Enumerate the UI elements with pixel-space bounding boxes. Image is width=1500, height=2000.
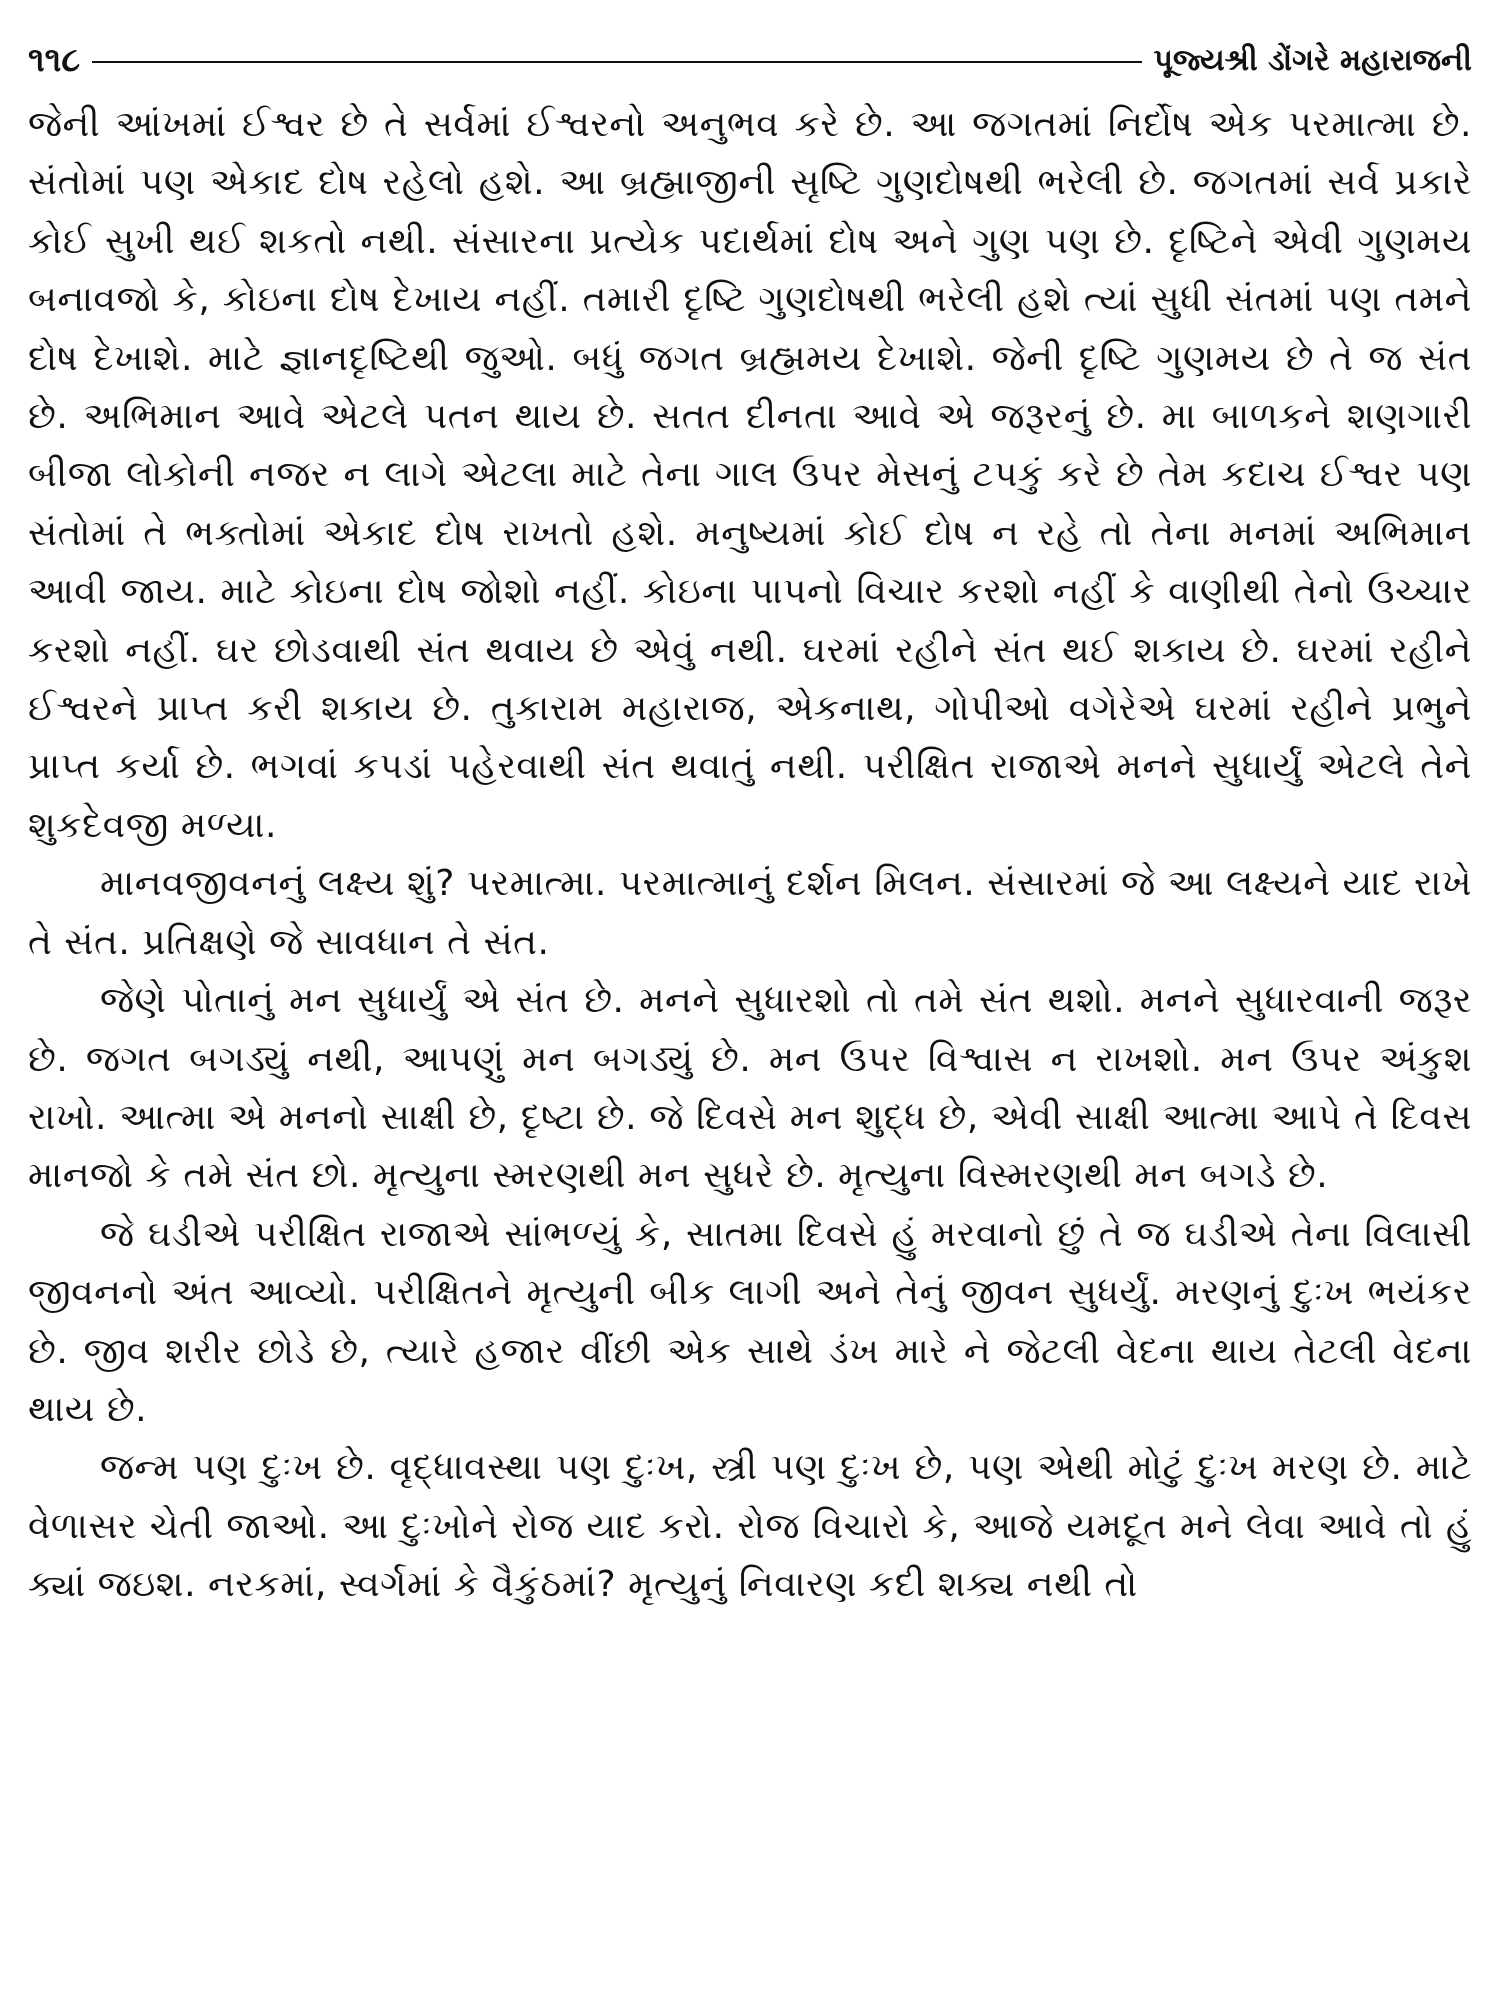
- paragraph-1: જેની આંખમાં ઈશ્વર છે તે સર્વમાં ઈશ્વરનો અનુભવ કરે છે. આ જગતમાં નિર્દોષ એક પરમાત્મા છે. સંતોમાં પણ એકાદ દોષ રહેલો હશે. આ બ્રહ્માજીની સૃષ્ટિ ગુણદોષથી ભરેલી છે. જગતમાં સર્વ પ્રકારે કોઈ સુખી થઈ શકતો નથી. સંસારના પ્રત્યેક પદાર્થમાં દોષ અને ગુણ પણ છે. દૃષ્ટિને એવી ગુણમય બનાવજો કે, કોઇના દોષ દેખાય નહીં. તમારી દૃષ્ટિ ગુણદોષથી ભરેલી હશે ત્યાં સુધી સંતમાં પણ તમને દોષ દેખાશે. માટે જ્ઞાનદૃષ્ટિથી જુઓ. બધું જગત બ્રહ્મમય દેખાશે. જેની દૃષ્ટિ ગુણમય છે તે જ સંત છે. અભિમાન આવે એટલે પતન થાય છે. સતત દીનતા આવે એ જરૂરનું છે. મા બાળકને શણગારી બીજા લોકોની નજર ન લાગે એટલા માટે તેના ગાલ ઉપર મેસનું ટપકું કરે છે તેમ કદાચ ઈશ્વર પણ સંતોમાં તે ભક્તોમાં એકાદ દોષ રાખતો હશે. મનુષ્યમાં કોઈ દોષ ન રહે તો તેના મનમાં અભિમાન આવી જાય. માટે કોઇના દોષ જોશો નહીં. કોઇના પાપનો વિચાર કરશો નહીં કે વાણીથી તેનો ઉચ્ચાર કરશો નહીં. ઘર છોડવાથી સંત થવાય છે એવું નથી. ઘરમાં રહીને સંત થઈ શકાય છે. ઘરમાં રહીને ઈશ્વરને પ્રાપ્ત કરી શકાય છે. તુકારામ મહારાજ, એકનાથ, ગોપીઓ વગેરેએ ઘરમાં રહીને પ્રભુને પ્રાપ્ત કર્યા છે. ભગવાં કપડાં પહેરવાથી સંત થવાતું નથી. પરીક્ષિત રાજાએ મનને સુધાર્યું એટલે તેને શુકદેવજી મળ્યા.: [28, 104, 1472, 846]
- page-number: ૧૧૮: [28, 40, 81, 80]
- running-header: [28, 38, 1472, 82]
- running-title: પૂજ્યશ્રી ડોંગરે મહારાજની: [1153, 42, 1472, 78]
- paragraph-5: જન્મ પણ દુઃખ છે. વૃદ્ધાવસ્થા પણ દુઃખ, સ્ત્રી પણ દુઃખ છે, પણ એથી મોટું દુઃખ મરણ છે. માટે વેળાસર ચેતી જાઓ. આ દુઃખોને રોજ યાદ કરો. રોજ વિચારો કે, આજે યમદૂત મને લેવા આવે તો હું ક્યાં જઇશ. નરકમાં, સ્વર્ગમાં કે વૈકુંઠમાં? મૃત્યુનું નિવારણ કદી શક્ય નથી તો: [28, 1447, 1472, 1606]
- header-rule: [92, 61, 1141, 63]
- body-text: [28, 96, 1472, 1615]
- paragraph-3: જેણે પોતાનું મન સુધાર્યું એ સંત છે. મનને સુધારશો તો તમે સંત થશો. મનને સુધારવાની જરૂર છે. જગત બગડ્યું નથી, આપણું મન બગડ્યું છે. મન ઉપર વિશ્વાસ ન રાખશો. મન ઉપર અંકુશ રાખો. આત્મા એ મનનો સાક્ષી છે, દૃષ્ટા છે. જે દિવસે મન શુદ્ધ છે, એવી સાક્ષી આત્મા આપે તે દિવસ માનજો કે તમે સંત છો. મૃત્યુના સ્મરણથી મન સુધરે છે. મૃત્યુના વિસ્મરણથી મન બગડે છે.: [28, 980, 1472, 1197]
- paragraph-2: માનવજીવનનું લક્ષ્ય શું? પરમાત્મા. પરમાત્માનું દર્શન મિલન. સંસારમાં જે આ લક્ષ્યને યાદ રાખે તે સંત. પ્રતિક્ષણે જે સાવધાન તે સંત.: [28, 863, 1472, 963]
- paragraph-4: જે ઘડીએ પરીક્ષિત રાજાએ સાંભળ્યું કે, સાતમા દિવસે હું મરવાનો છું તે જ ઘડીએ તેના વિલાસી જીવનનો અંત આવ્યો. પરીક્ષિતને મૃત્યુની બીક લાગી અને તેનું જીવન સુધર્યું. મરણનું દુઃખ ભયંકર છે. જીવ શરીર છોડે છે, ત્યારે હજાર વીંછી એક સાથે ડંખ મારે ને જેટલી વેદના થાય તેટલી વેદના થાય છે.: [28, 1213, 1472, 1430]
